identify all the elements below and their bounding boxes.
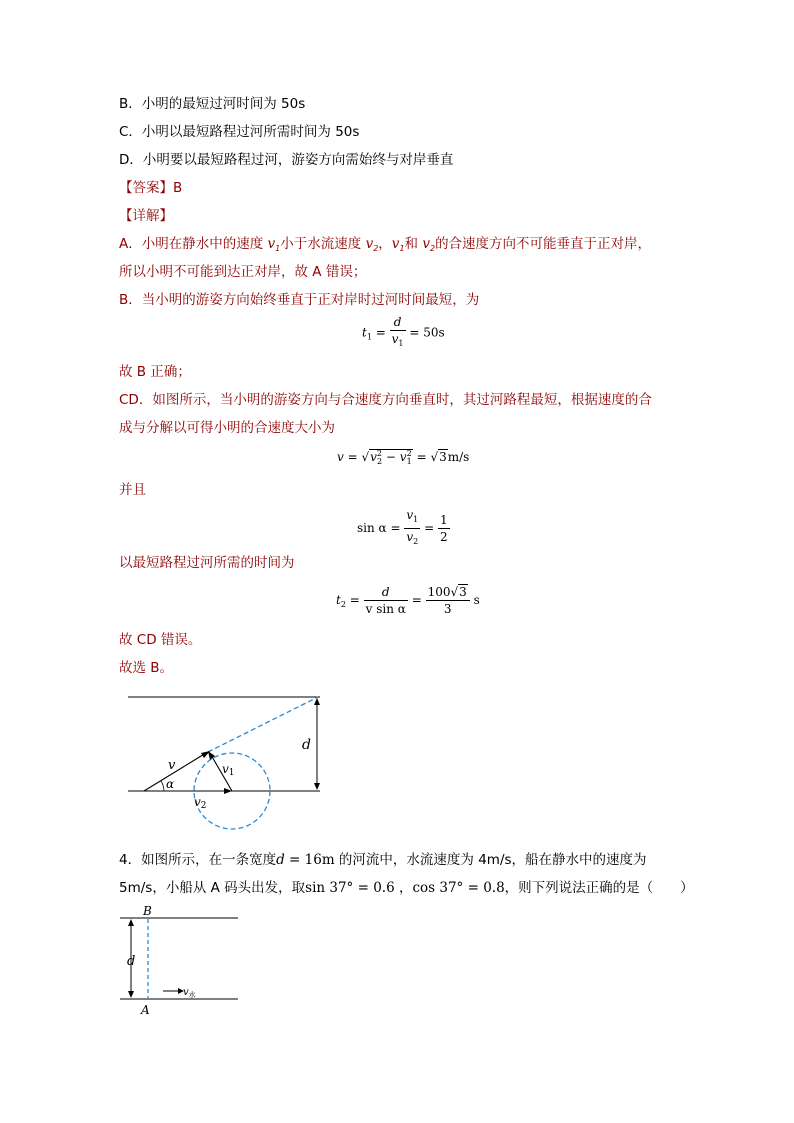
sqrt-value: 3 xyxy=(459,585,467,599)
eq-unit: s xyxy=(473,593,480,607)
fraction-numerator: 100 xyxy=(427,585,451,599)
equation-v: $v = √v^2_2 - v^2_1 = √3m/s$ xyxy=(337,449,470,466)
text-segment: 的合速度方向不可能垂直于正对岸， xyxy=(435,236,652,252)
cos-value: cos 37° = 0.8 xyxy=(412,880,505,896)
option-d: D．小明要以最短路程过河，游姿方向需始终与对岸垂直 xyxy=(119,152,454,168)
width-arrow-top xyxy=(128,919,134,926)
sqrt-expression: $v^2_2 - v^2_1$ xyxy=(370,449,412,466)
explanation-cd-conclusion: 故 CD 错误。 xyxy=(119,632,202,648)
eq-unit: m/s xyxy=(447,450,470,464)
label-v2-sub: 2 xyxy=(200,801,207,811)
fraction-numerator: d xyxy=(364,584,408,601)
fraction-numerator: v xyxy=(406,508,414,522)
explanation-cd-line1: CD．如图所示，当小明的游姿方向与合速度方向垂直时，其过河路程最短，根据速度的合 xyxy=(119,392,652,408)
answer-label: 【答案】B xyxy=(119,180,183,196)
fraction-denominator: v xyxy=(391,332,399,346)
velocity-diagram xyxy=(120,688,330,838)
eq-symbol: v xyxy=(337,450,344,464)
equation-t2: $t_2$ = $\frac{d}{\text{v sin α}}$ = $\frac{100√3}{3}$ s xyxy=(336,585,480,616)
var-v2-sub: 2 xyxy=(373,244,379,253)
explanation-b-conclusion: 故 B 正确； xyxy=(119,364,191,380)
eq-symbol: t xyxy=(336,593,341,607)
explanation-final: 故选 B。 xyxy=(119,660,174,676)
explanation-and: 并且 xyxy=(119,482,146,498)
fraction-denominator: v sin α xyxy=(365,602,406,616)
text-segment: 5m/s，小船从 A 码头出发，取 xyxy=(119,880,306,896)
eq-symbol: sin α xyxy=(357,521,387,535)
label-v-water xyxy=(183,987,196,999)
var-v2: v xyxy=(422,236,430,252)
var-v2-sub: 2 xyxy=(429,244,436,253)
text-segment: 4．如图所示，在一条宽度 xyxy=(119,852,277,868)
eq-sub: 2 xyxy=(340,600,346,609)
detail-label: 【详解】 xyxy=(119,208,173,224)
var-d: d xyxy=(276,852,285,868)
eq-result: = 50s xyxy=(409,325,445,340)
explanation-b-line1: B．当小明的游姿方向始终垂直于正对岸时过河时间最短，为 xyxy=(119,292,480,308)
width-arrow-bottom xyxy=(314,783,320,790)
label-v-main: v xyxy=(183,987,189,998)
question-4-line2 xyxy=(119,878,694,898)
explanation-a-line2: 所以小明不可能到达正对岸，故 A 错误； xyxy=(119,264,367,280)
label-v2-main: v xyxy=(194,795,201,809)
fraction xyxy=(438,512,450,545)
var-v1-sub: 1 xyxy=(275,244,281,253)
text-segment: ， xyxy=(378,236,392,252)
text-segment: ，则下列说法正确的是（ ） xyxy=(504,880,694,896)
sin-value: sin 37° = 0.6 xyxy=(305,880,395,896)
fraction xyxy=(390,314,406,352)
fraction-numerator: 1 xyxy=(439,513,448,527)
label-v-sub: 水 xyxy=(188,991,196,999)
eq-symbol: t xyxy=(362,325,367,340)
alpha-arc xyxy=(161,781,164,791)
eq-sub: 1 xyxy=(413,515,419,524)
explanation-cd-line3: 以最短路程过河所需的时间为 xyxy=(119,555,295,571)
eq-sub: 1 xyxy=(366,332,372,342)
label-v1-main: v xyxy=(222,762,229,776)
eq-sub: 1 xyxy=(398,339,404,348)
fraction-denominator: 2 xyxy=(439,530,448,544)
var-v2: v xyxy=(365,236,374,252)
width-arrow-bottom xyxy=(128,991,134,998)
sqrt-value: 3 xyxy=(439,450,447,464)
label-a: A xyxy=(141,1003,150,1017)
var-v1: v xyxy=(267,236,276,252)
fraction xyxy=(404,507,420,550)
label-v1-sub: 1 xyxy=(228,768,235,778)
fraction-denominator: 3 xyxy=(443,602,452,616)
fraction xyxy=(364,584,408,617)
label-v2 xyxy=(194,795,207,811)
text-segment: 小于水流速度 xyxy=(280,236,366,252)
var-v1-sub: 1 xyxy=(399,244,405,253)
option-b: B．小明的最短过河时间为 50s xyxy=(119,96,306,112)
question-4-line1 xyxy=(119,850,647,870)
equation-t1: $t_1$ = $\frac{d}{v_1}$ = 50s xyxy=(362,314,445,352)
equation-sin-alpha: sin α = $\frac{v_1}{v_2}$ = $\frac{1}{2}$ xyxy=(357,507,450,550)
label-d: d xyxy=(302,737,311,753)
fraction: $\frac{100√3}{3}$ xyxy=(426,584,470,617)
label-v: v xyxy=(168,758,176,773)
text-segment: 的河流中，水流速度为 4m/s，船在静水中的速度为 xyxy=(334,852,647,868)
label-alpha: α xyxy=(166,777,175,791)
text-segment: 和 xyxy=(404,236,423,252)
explanation-cd-line2: 成与分解以可得小明的合速度大小为 xyxy=(119,420,335,436)
vector-v1-arrowhead xyxy=(208,751,215,760)
label-b: B xyxy=(143,904,152,918)
text-segment: A．小明在静水中的速度 xyxy=(119,236,268,252)
unit-m: m xyxy=(321,852,335,868)
river-diagram xyxy=(118,902,243,1020)
option-c: C．小明以最短路程过河所需时间为 50s xyxy=(119,124,360,140)
label-d: d xyxy=(127,954,136,969)
value-16: = 16 xyxy=(284,852,322,868)
eq-sub: 2 xyxy=(413,537,419,546)
fraction-numerator: d xyxy=(390,314,406,331)
label-v1 xyxy=(222,762,235,778)
text-segment: ， xyxy=(394,880,413,896)
fraction-denominator: v xyxy=(406,530,414,544)
width-arrow-top xyxy=(314,698,320,705)
explanation-a-line1 xyxy=(119,234,651,259)
var-v1: v xyxy=(391,236,400,252)
